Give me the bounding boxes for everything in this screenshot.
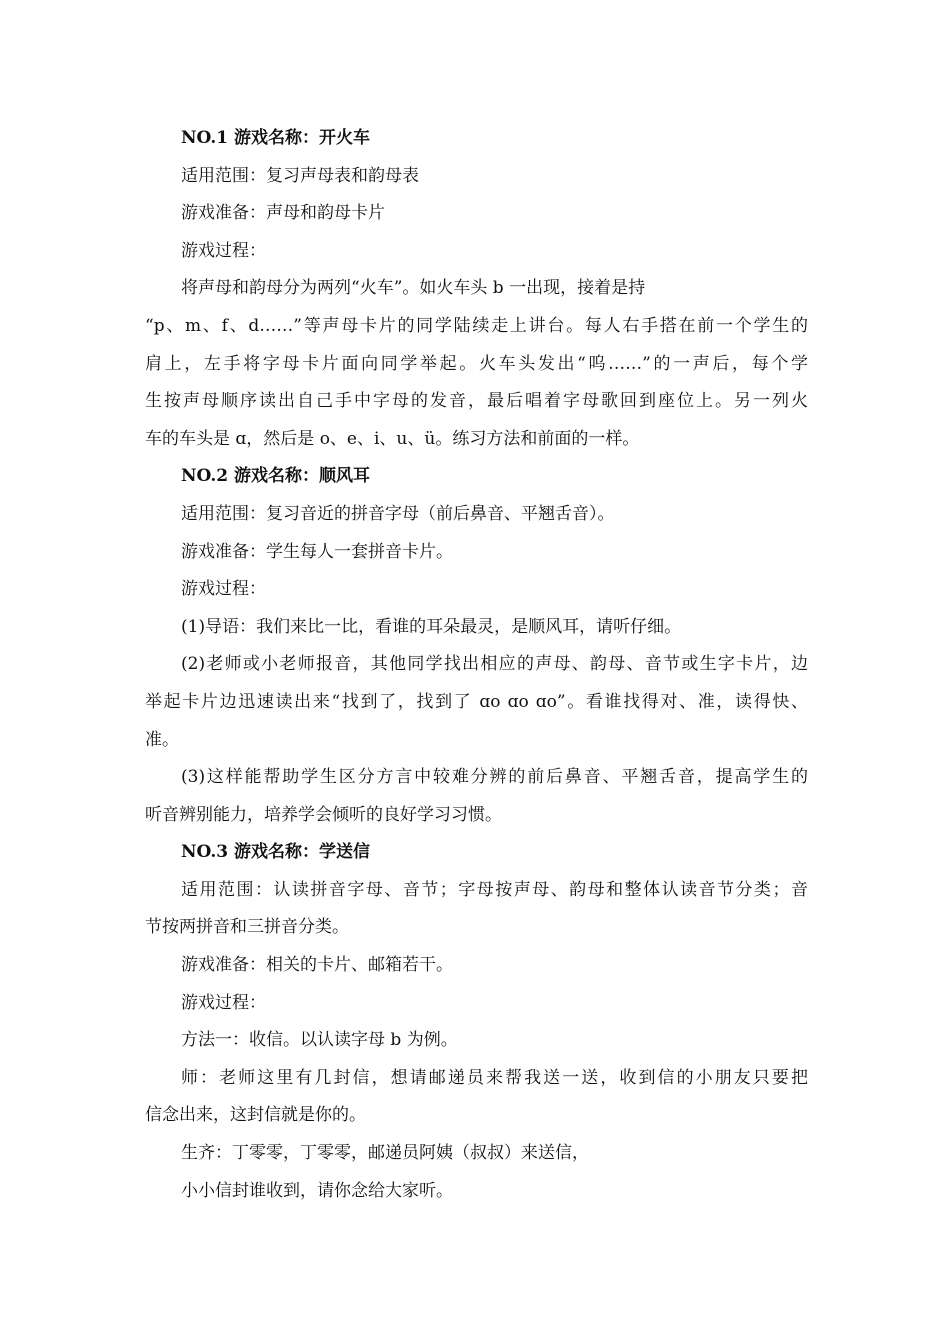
paragraph-line: 生按声母顺序读出自己手中字母的发音，最后唱着字母歌回到座位上。另一列火 <box>145 391 808 412</box>
paragraph-line: 车的车头是 ɑ，然后是 o、e、i、u、ü。练习方法和前面的一样。 <box>145 428 640 449</box>
prep-text: 游戏准备：相关的卡片、邮箱若干。 <box>181 955 453 976</box>
paragraph-line: 方法一：收信。以认读字母 b 为例。 <box>181 1030 458 1051</box>
paragraph-line: 生齐：丁零零，丁零零，邮递员阿姨（叔叔）来送信， <box>181 1143 589 1164</box>
paragraph-line: 准。 <box>145 729 179 750</box>
scope-text: 适用范围：复习音近的拼音字母（前后鼻音、平翘舌音）。 <box>181 503 615 524</box>
paragraph-line: 举起卡片边迅速读出来“找到了，找到了 ɑo ɑo ɑo”。看谁找得对、准，读得快、 <box>145 691 808 712</box>
paragraph-line: 信念出来，这封信就是你的。 <box>145 1105 366 1126</box>
scope-text: 适用范围：复习声母表和韵母表 <box>181 165 419 186</box>
document-body <box>145 120 808 1210</box>
process-label: 游戏过程： <box>181 579 266 600</box>
paragraph-line: (2)老师或小老师报音，其他同学找出相应的声母、韵母、音节或生字卡片，边 <box>181 654 808 675</box>
paragraph-line: (3)这样能帮助学生区分方言中较难分辨的前后鼻音、平翘舌音，提高学生的 <box>181 767 808 788</box>
paragraph-line: 肩上，左手将字母卡片面向同学举起。火车头发出“呜……”的一声后，每个学 <box>145 353 808 374</box>
paragraph-line: 将声母和韵母分为两列“火车”。如火车头 b 一出现，接着是持 <box>181 278 646 299</box>
scope-text: 适用范围：认读拼音字母、音节；字母按声母、韵母和整体认读音节分类；音 <box>181 879 808 900</box>
process-label: 游戏过程： <box>181 240 266 261</box>
prep-text: 游戏准备：声母和韵母卡片 <box>181 203 385 224</box>
section-heading: NO.3 游戏名称：学送信 <box>181 842 371 863</box>
paragraph-line: 小小信封谁收到，请你念给大家听。 <box>181 1180 453 1201</box>
process-label: 游戏过程： <box>181 992 266 1013</box>
paragraph-line: 听音辨别能力，培养学会倾听的良好学习习惯。 <box>145 804 502 825</box>
paragraph-line: (1)导语：我们来比一比，看谁的耳朵最灵，是顺风耳，请听仔细。 <box>181 616 682 637</box>
section-heading: NO.2 游戏名称：顺风耳 <box>181 466 371 487</box>
paragraph-line: 师：老师这里有几封信，想请邮递员来帮我送一送，收到信的小朋友只要把 <box>181 1067 808 1088</box>
paragraph-line: “p、m、f、d……”等声母卡片的同学陆续走上讲台。每人右手搭在前一个学生的 <box>145 315 808 336</box>
prep-text: 游戏准备：学生每人一套拼音卡片。 <box>181 541 453 562</box>
section-heading: NO.1 游戏名称：开火车 <box>181 128 371 148</box>
scope-text: 节按两拼音和三拼音分类。 <box>145 917 349 938</box>
